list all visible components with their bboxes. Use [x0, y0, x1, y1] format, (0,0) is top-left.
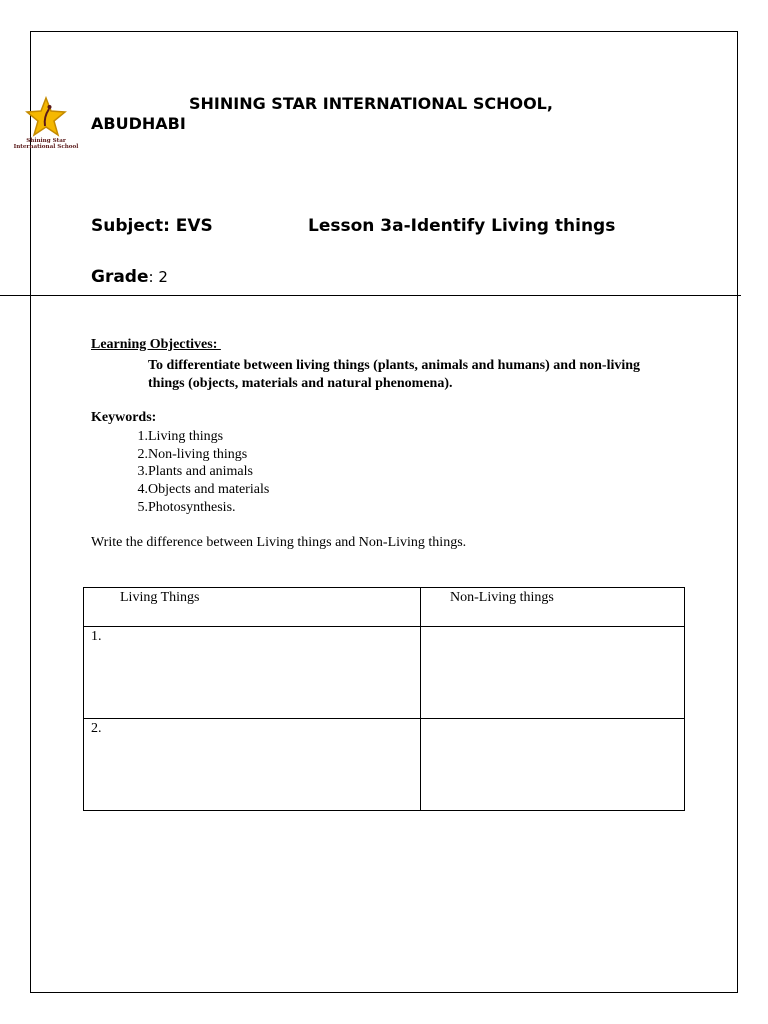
school-name-line1: SHINING STAR INTERNATIONAL SCHOOL,: [189, 94, 553, 113]
logo-name-line1: Shining Star: [26, 138, 66, 144]
lesson-title: Lesson 3a-Identify Living things: [308, 216, 616, 236]
keyword-number: 1.: [137, 429, 148, 444]
subject-label: Subject: EVS: [91, 216, 213, 236]
keywords-list: [131, 428, 269, 517]
table-row: [84, 627, 685, 719]
keyword-text: Living things: [148, 429, 224, 444]
keyword-number: 4.: [137, 482, 148, 498]
living-answer-cell[interactable]: 2.: [84, 719, 421, 811]
keyword-number: 2.: [137, 446, 148, 462]
school-name: [91, 94, 651, 134]
school-logo: [12, 96, 80, 156]
grade-label: [91, 267, 168, 287]
keyword-text: Non-living things: [148, 446, 248, 462]
keyword-item: [131, 463, 269, 481]
keyword-item: [131, 446, 269, 464]
grade-value: : 2: [148, 268, 168, 286]
keyword-item: [131, 499, 269, 517]
keywords-heading: Keywords:: [91, 410, 157, 425]
grade-label-text: Grade: [91, 267, 149, 287]
objectives-heading: Learning Objectives:: [91, 337, 221, 352]
objectives-text: To differentiate between living things (plants, animals and humans) and non-living things (objects, materials and natural phenomena).: [148, 358, 641, 391]
living-answer-cell[interactable]: 1.: [84, 627, 421, 719]
keyword-number: 3.: [137, 464, 148, 480]
keyword-text: Objects and materials: [148, 482, 270, 498]
school-name-line2: ABUDHABI: [91, 114, 186, 133]
keyword-number: 5.: [137, 499, 148, 515]
star-logo-icon: [25, 96, 67, 138]
living-things-header: Living Things: [84, 588, 421, 627]
logo-name-line2: International School: [13, 144, 79, 150]
keyword-text: Photosynthesis.: [148, 499, 236, 515]
non-living-answer-cell[interactable]: [421, 627, 685, 719]
instruction-text: Write the difference between Living things and Non-Living things.: [91, 535, 467, 550]
keyword-item: [131, 481, 269, 499]
table-row: [84, 719, 685, 811]
table-header-row: [84, 588, 685, 627]
non-living-things-header: Non-Living things: [421, 588, 685, 627]
header-divider: [0, 295, 741, 296]
logo-figure-head: [48, 105, 52, 109]
keyword-item: [131, 428, 269, 446]
keyword-text: Plants and animals: [148, 464, 253, 480]
non-living-answer-cell[interactable]: [421, 719, 685, 811]
comparison-table: [83, 587, 685, 811]
